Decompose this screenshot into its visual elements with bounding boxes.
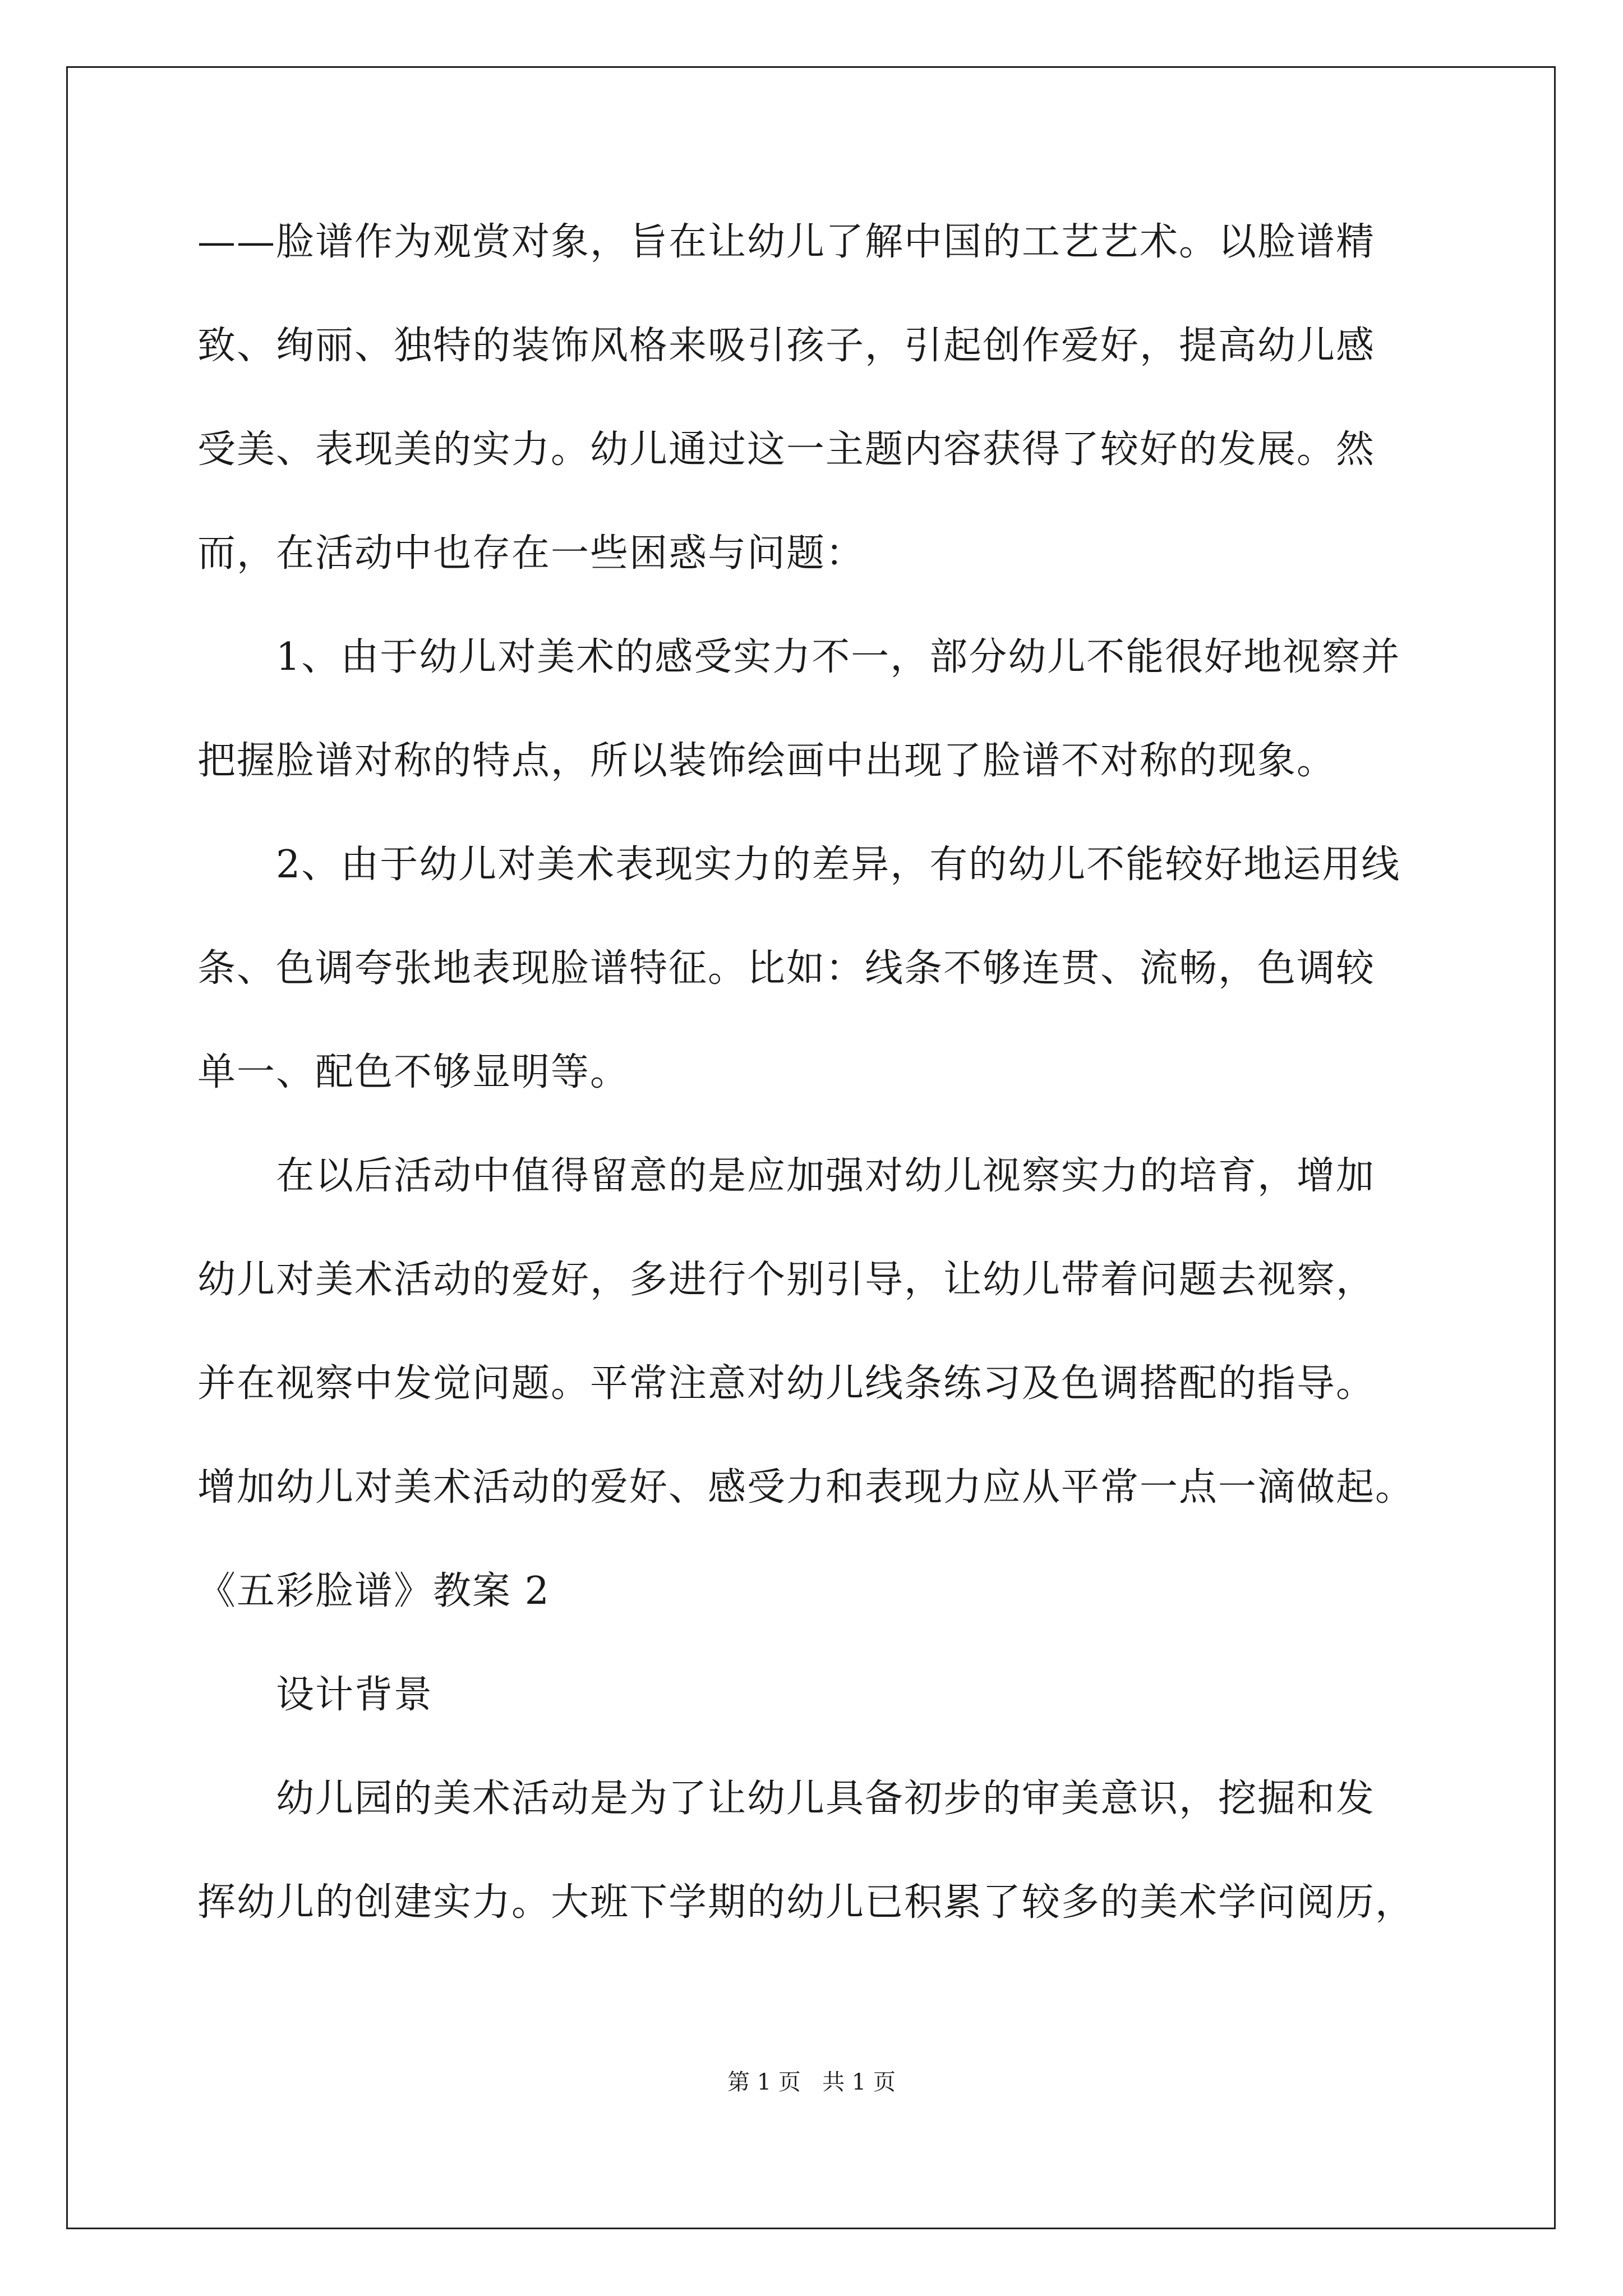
- text-line-8: 条、色调夸张地表现脸谱特征。比如：线条不够连贯、流畅，色调较: [197, 946, 1376, 991]
- subheading-design-background: 设计背景: [276, 1673, 434, 1717]
- section-heading: 《五彩脸谱》教案 2: [197, 1569, 550, 1613]
- text-line-11: 幼儿对美术活动的爱好，多进行个别引导，让幼儿带着问题去视察，: [197, 1258, 1376, 1302]
- text-line-13: 增加幼儿对美术活动的爱好、感受力和表现力应从平常一点一滴做起。: [197, 1465, 1415, 1510]
- page-footer: 第 1 页 共 1 页: [727, 2069, 896, 2095]
- text-line-9: 单一、配色不够显明等。: [197, 1050, 630, 1094]
- text-line-16: 幼儿园的美术活动是为了让幼儿具备初步的审美意识，挖掘和发: [276, 1777, 1376, 1821]
- text-line-12: 并在视察中发觉问题。平常注意对幼儿线条练习及色调搭配的指导。: [197, 1361, 1376, 1406]
- text-line-3: 受美、表现美的实力。幼儿通过这一主题内容获得了较好的发展。然: [197, 427, 1376, 472]
- text-line-2: 致、绚丽、独特的装饰风格来吸引孩子，引起创作爱好，提高幼儿感: [197, 324, 1376, 368]
- text-line-17: 挥幼儿的创建实力。大班下学期的幼儿已积累了较多的美术学问阅历，: [197, 1880, 1415, 1925]
- text-line-7: 2、由于幼儿对美术表现实力的差异，有的幼儿不能较好地运用线: [276, 843, 1401, 887]
- text-line-10: 在以后活动中值得留意的是应加强对幼儿视察实力的培育，增加: [276, 1154, 1376, 1198]
- text-line-5: 1、由于幼儿对美术的感受实力不一，部分幼儿不能很好地视察并: [276, 635, 1401, 679]
- text-line-6: 把握脸谱对称的特点，所以装饰绘画中出现了脸谱不对称的现象。: [197, 739, 1336, 783]
- text-line-1: ——脸谱作为观赏对象，旨在让幼儿了解中国的工艺艺术。以脸谱精: [197, 220, 1376, 264]
- text-line-4: 而，在活动中也存在一些困惑与问题：: [197, 531, 865, 576]
